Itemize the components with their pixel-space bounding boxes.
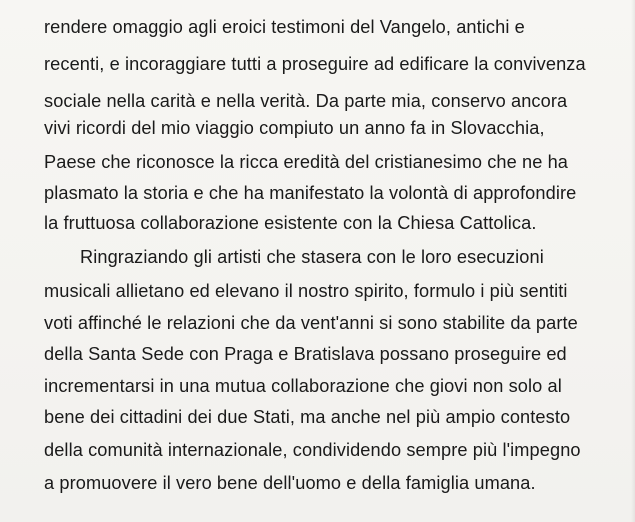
text-line: recenti, e incoraggiare tutti a proseguire ad edificare la convivenza	[44, 54, 586, 74]
text-line: Ringraziando gli artisti che stasera con le loro esecuzioni	[80, 247, 544, 267]
page-edge-shadow	[631, 0, 635, 522]
text-line: bene dei cittadini dei due Stati, ma anche nel più ampio contesto	[44, 407, 571, 427]
text-line: plasmato la storia e che ha manifestato la volontà di approfondire	[44, 183, 577, 203]
text-line: della Santa Sede con Praga e Bratislava possano proseguire ed	[44, 344, 567, 364]
text-line: musicali allietano ed elevano il nostro spirito, formulo i più sentiti	[44, 281, 568, 301]
text-line: incrementarsi in una mutua collaborazione che giovi non solo al	[44, 376, 562, 396]
text-line: rendere omaggio agli eroici testimoni del Vangelo, antichi e	[44, 17, 525, 37]
text-line: voti affinché le relazioni che da vent'anni si sono stabilite da parte	[44, 313, 578, 333]
text-line: vivi ricordi del mio viaggio compiuto un anno fa in Slovacchia,	[44, 118, 545, 138]
text-line: a promuovere il vero bene dell'uomo e della famiglia umana.	[44, 473, 536, 493]
text-line: Paese che riconosce la ricca eredità del cristianesimo che ne ha	[44, 152, 569, 172]
text-line: della comunità internazionale, condividendo sempre più l'impegno	[44, 440, 581, 460]
text-line: la fruttuosa collaborazione esistente con la Chiesa Cattolica.	[44, 213, 537, 233]
text-line: sociale nella carità e nella verità. Da parte mia, conservo ancora	[44, 91, 568, 111]
